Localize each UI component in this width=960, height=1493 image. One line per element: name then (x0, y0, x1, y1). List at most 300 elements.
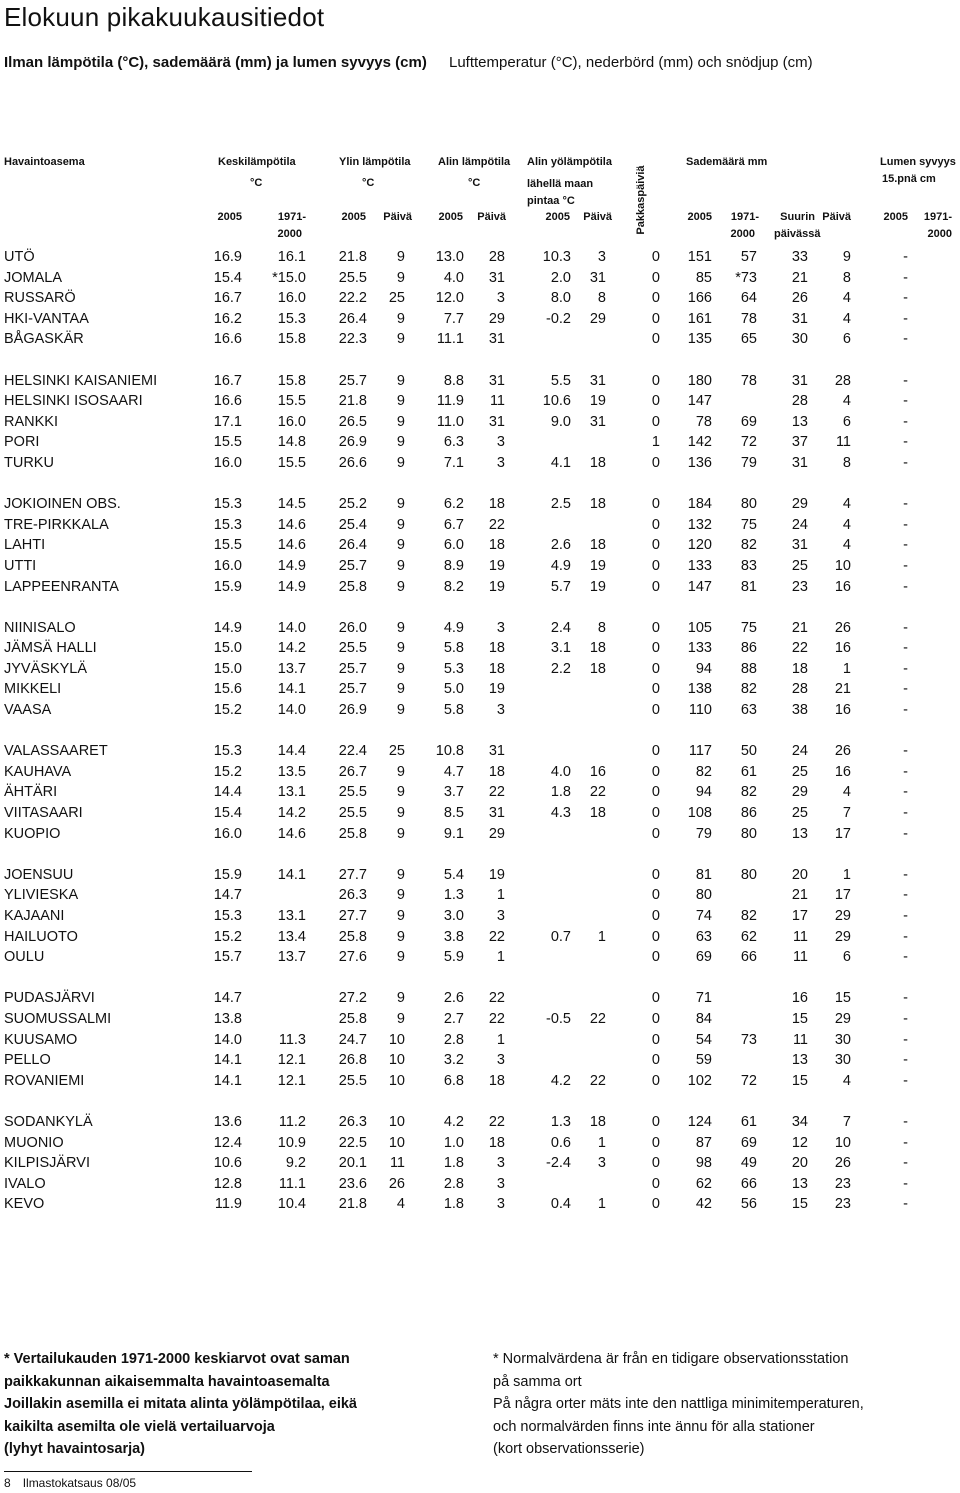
cell-min05: 6.2 (443, 496, 464, 513)
cell-p71: 69 (740, 1134, 757, 1151)
table-row (0, 1031, 960, 1052)
cell-m71: 10.9 (277, 1134, 306, 1151)
cell-s05: - (903, 681, 908, 698)
cell-m71: 14.8 (277, 434, 306, 451)
cell-mind: 3 (496, 1196, 505, 1213)
cell-min05: 11.9 (436, 393, 464, 410)
cell-pd: 23 (834, 1175, 851, 1192)
cell-frost: 0 (651, 1113, 660, 1130)
station-name: RUSSARÖ (4, 290, 76, 307)
station-name: PELLO (4, 1052, 51, 1069)
cell-min05: 5.4 (443, 866, 464, 883)
cell-p05: 166 (687, 290, 712, 307)
cell-pd: 11 (835, 434, 851, 451)
cell-gmin05: -2.4 (546, 1155, 571, 1172)
station-name: MIKKELI (4, 681, 62, 698)
cell-m71: 14.6 (277, 825, 306, 842)
cell-gmind: 19 (589, 578, 606, 595)
cell-p05: 142 (687, 434, 712, 451)
cell-pd: 7 (842, 805, 851, 822)
cell-m71: 13.7 (277, 660, 306, 677)
cell-gmin05: 4.1 (550, 454, 571, 471)
cell-m71: *15.0 (272, 269, 306, 286)
cell-min05: 12.0 (435, 290, 464, 307)
cell-pmax: 15 (791, 1010, 808, 1027)
cell-p71: 61 (740, 763, 757, 780)
cell-gmin05: 10.6 (542, 393, 571, 410)
cell-pd: 26 (834, 743, 851, 760)
cell-pmax: 34 (791, 1113, 808, 1130)
cell-gmind: 1 (597, 1196, 606, 1213)
unit-max: °C (362, 177, 375, 189)
cell-pd: 9 (842, 249, 851, 265)
cell-max05: 26.3 (338, 1113, 367, 1130)
header-station: Havaintoasema (4, 156, 85, 168)
cell-pmax: 13 (791, 825, 808, 842)
cell-maxd: 25 (388, 290, 405, 307)
station-name: KUOPIO (4, 825, 61, 842)
cell-p71: 79 (740, 454, 757, 471)
cell-p05: 80 (695, 887, 712, 904)
cell-pd: 16 (834, 763, 851, 780)
station-name: JOENSUU (4, 866, 74, 883)
cell-m05: 14.7 (213, 887, 242, 904)
cell-frost: 0 (651, 949, 660, 966)
cell-frost: 0 (651, 908, 660, 924)
cell-p71: 72 (740, 434, 757, 451)
cell-pd: 28 (834, 372, 851, 389)
cell-mind: 3 (496, 290, 505, 307)
cell-max05: 26.4 (338, 537, 367, 554)
cell-p05: 184 (687, 496, 712, 513)
cell-pmax: 28 (791, 393, 808, 410)
station-name: IVALO (4, 1175, 46, 1192)
cell-maxd: 25 (388, 743, 405, 760)
cell-pmax: 22 (791, 640, 808, 657)
cell-m05: 16.2 (213, 310, 242, 327)
station-name: UTTI (4, 557, 37, 574)
station-name: HKI-VANTAA (4, 310, 89, 327)
cell-max05: 27.6 (338, 949, 367, 966)
cell-max05: 26.6 (338, 454, 367, 471)
cell-max05: 27.7 (338, 866, 367, 883)
cell-pd: 16 (834, 640, 851, 657)
cell-m71: 14.9 (277, 578, 306, 595)
cell-maxd: 4 (396, 1196, 405, 1213)
cell-mind: 19 (488, 681, 505, 698)
cell-m71: 13.1 (277, 784, 306, 801)
cell-pmax: 20 (791, 866, 808, 883)
cell-min05: 8.9 (443, 557, 464, 574)
cell-m71: 15.5 (277, 454, 306, 471)
table-row (0, 763, 960, 784)
cell-gmind: 22 (589, 1010, 606, 1027)
cell-max05: 25.5 (338, 805, 367, 822)
cell-gmin05: 0.6 (550, 1134, 571, 1151)
group-spacer (0, 351, 960, 372)
cell-min05: 3.0 (443, 908, 464, 924)
cell-pmax: 20 (791, 1155, 808, 1172)
station-name: NIINISALO (4, 619, 76, 636)
cell-max05: 22.5 (338, 1134, 367, 1151)
cell-m05: 15.2 (213, 702, 242, 719)
cell-maxd: 9 (396, 681, 405, 698)
cell-min05: 3.2 (443, 1052, 464, 1069)
cell-pmax: 28 (791, 681, 808, 698)
table-row (0, 1051, 960, 1072)
cell-max05: 25.8 (338, 928, 367, 945)
cell-frost: 0 (651, 702, 660, 719)
cell-min05: 11.1 (436, 331, 464, 348)
cell-pd: 30 (834, 1052, 851, 1069)
cell-s05: - (903, 496, 908, 513)
cell-mind: 31 (488, 743, 505, 760)
cell-p71: 72 (740, 1072, 757, 1089)
cell-m05: 16.6 (213, 331, 242, 348)
cell-p05: 151 (687, 249, 712, 265)
cell-gmin05: 2.6 (550, 537, 571, 554)
cell-max05: 20.1 (338, 1155, 367, 1172)
cell-s05: - (903, 1175, 908, 1192)
cell-gmin05: 0.7 (550, 928, 571, 945)
footnote-sv-line: (kort observationsserie) (493, 1441, 645, 1457)
cell-s05: - (903, 866, 908, 883)
cell-s05: - (903, 557, 908, 574)
cell-frost: 0 (651, 249, 660, 265)
cell-pd: 17 (834, 825, 851, 842)
cell-m05: 15.3 (213, 496, 242, 513)
cell-frost: 0 (651, 1010, 660, 1027)
publication-name: Ilmastokatsaus 08/05 (22, 1476, 137, 1490)
cell-max05: 25.2 (338, 496, 367, 513)
cell-pmax: 21 (791, 887, 808, 904)
group-spacer (0, 475, 960, 496)
header-ground-2005: 2005 (545, 211, 570, 223)
station-name: ROVANIEMI (4, 1072, 85, 1089)
cell-s05: - (903, 928, 908, 945)
cell-pd: 6 (842, 413, 851, 430)
header-max-2005: 2005 (341, 211, 366, 223)
header-min-day: Päivä (477, 211, 506, 223)
cell-m05: 15.4 (213, 805, 242, 822)
header-ground-surface: pintaa °C (527, 195, 575, 207)
cell-m71: 14.6 (277, 537, 306, 554)
station-name: RANKKI (4, 413, 58, 430)
cell-m05: 15.3 (213, 908, 242, 924)
header-precip-day: Päivä (822, 211, 851, 223)
cell-p05: 132 (687, 516, 712, 533)
cell-pmax: 21 (791, 269, 808, 286)
cell-mind: 22 (488, 1010, 505, 1027)
footnote-fi-line: * Vertailukauden 1971-2000 keskiarvot ovat saman (4, 1351, 350, 1367)
station-name: PORI (4, 434, 40, 451)
cell-s05: - (903, 949, 908, 966)
cell-m05: 15.0 (213, 660, 242, 677)
cell-maxd: 9 (396, 805, 405, 822)
cell-gmind: 18 (589, 1113, 606, 1130)
cell-m05: 16.0 (213, 454, 242, 471)
cell-p71: 78 (740, 310, 757, 327)
cell-gmin05: 3.1 (550, 640, 571, 657)
cell-p71: 75 (740, 516, 757, 533)
cell-maxd: 9 (396, 578, 405, 595)
cell-m71: 14.1 (277, 866, 306, 883)
cell-m71: 14.4 (277, 743, 306, 760)
station-table-body (0, 248, 960, 1216)
cell-s05: - (903, 805, 908, 822)
cell-m05: 14.1 (213, 1052, 242, 1069)
cell-m05: 10.6 (213, 1155, 242, 1172)
cell-min05: 6.0 (443, 537, 464, 554)
cell-pd: 10 (834, 1134, 851, 1151)
cell-s05: - (903, 784, 908, 801)
cell-s05: - (903, 1134, 908, 1151)
cell-m05: 15.2 (213, 928, 242, 945)
header-precip-1971: 1971- (730, 211, 759, 223)
cell-pmax: 13 (791, 1175, 808, 1192)
station-name: LAHTI (4, 537, 46, 554)
cell-m05: 15.6 (213, 681, 242, 698)
cell-maxd: 10 (388, 1072, 405, 1089)
cell-p71: 56 (740, 1196, 757, 1213)
station-name: PUDASJÄRVI (4, 990, 95, 1007)
cell-min05: 6.8 (443, 1072, 464, 1089)
cell-mind: 19 (488, 578, 505, 595)
station-name: JÄMSÄ HALLI (4, 640, 97, 657)
cell-min05: 5.8 (443, 702, 464, 719)
cell-max05: 25.7 (338, 557, 367, 574)
cell-pd: 4 (842, 290, 851, 307)
cell-m05: 16.9 (213, 249, 242, 265)
cell-p71: 65 (740, 331, 757, 348)
header-max-temp: Ylin lämpötila (339, 156, 411, 168)
cell-pmax: 26 (791, 290, 808, 307)
cell-maxd: 9 (396, 413, 405, 430)
table-row (0, 454, 960, 475)
cell-p71: 63 (740, 702, 757, 719)
cell-mind: 22 (488, 990, 505, 1007)
station-name: OULU (4, 949, 45, 966)
cell-m05: 14.4 (213, 784, 242, 801)
station-name: KAUHAVA (4, 763, 72, 780)
cell-max05: 21.8 (338, 249, 367, 265)
cell-min05: 2.8 (443, 1175, 464, 1192)
cell-pd: 8 (842, 454, 851, 471)
cell-max05: 26.5 (338, 413, 367, 430)
table-row (0, 1154, 960, 1175)
cell-gmin05: 1.8 (550, 784, 571, 801)
station-name: HAILUOTO (4, 928, 78, 945)
cell-s05: - (903, 290, 908, 307)
cell-p05: 120 (687, 537, 712, 554)
table-row (0, 866, 960, 887)
cell-mind: 22 (488, 1113, 505, 1130)
cell-gmin05: 10.3 (542, 249, 571, 265)
header-max-day: Päivä (383, 211, 412, 223)
cell-max05: 22.3 (338, 331, 367, 348)
station-name: YLIVIESKA (4, 887, 79, 904)
cell-m05: 15.2 (213, 763, 242, 780)
cell-p71: 62 (740, 928, 757, 945)
footnote-sv-line: På några orter mäts inte den nattliga minimitemperaturen, (493, 1396, 864, 1412)
cell-s05: - (903, 331, 908, 348)
cell-s05: - (903, 640, 908, 657)
cell-max05: 25.5 (338, 640, 367, 657)
cell-gmin05: 2.5 (550, 496, 571, 513)
cell-maxd: 9 (396, 619, 405, 636)
cell-m05: 15.9 (213, 866, 242, 883)
cell-maxd: 10 (388, 1031, 405, 1048)
cell-frost: 0 (651, 1031, 660, 1048)
cell-maxd: 9 (396, 269, 405, 286)
cell-max05: 25.7 (338, 681, 367, 698)
header-ground-min: Alin yölämpötila (527, 156, 612, 168)
cell-s05: - (903, 660, 908, 677)
cell-s05: - (903, 310, 908, 327)
cell-p71: 82 (740, 537, 757, 554)
cell-pd: 4 (842, 516, 851, 533)
cell-s05: - (903, 763, 908, 780)
cell-gmin05: 1.3 (550, 1113, 571, 1130)
station-name: LAPPEENRANTA (4, 578, 119, 595)
footnote-fi-line: paikkakunnan aikaisemmalta havaintoasemalta (4, 1373, 330, 1390)
cell-s05: - (903, 1113, 908, 1130)
cell-mind: 3 (496, 434, 505, 451)
cell-maxd: 9 (396, 537, 405, 554)
cell-p05: 98 (695, 1155, 712, 1172)
cell-pmax: 18 (791, 660, 808, 677)
cell-m71: 14.0 (277, 702, 306, 719)
cell-gmind: 19 (589, 393, 606, 410)
cell-p71: 69 (740, 413, 757, 430)
cell-frost: 0 (651, 660, 660, 677)
cell-p05: 69 (695, 949, 712, 966)
cell-mind: 1 (496, 949, 505, 966)
cell-min05: 5.0 (443, 681, 464, 698)
cell-pmax: 11 (792, 949, 808, 966)
cell-pmax: 37 (791, 434, 808, 451)
page-title: Elokuun pikakuukausitiedot (4, 2, 325, 32)
cell-p05: 110 (688, 702, 712, 719)
cell-m71: 13.5 (277, 763, 306, 780)
cell-maxd: 9 (396, 249, 405, 265)
cell-m05: 13.8 (213, 1010, 242, 1027)
table-row (0, 804, 960, 825)
cell-gmind: 18 (589, 805, 606, 822)
cell-pd: 1 (842, 866, 851, 883)
cell-pmax: 17 (791, 908, 808, 924)
cell-p71: 78 (740, 372, 757, 389)
cell-gmin05: 4.2 (550, 1072, 571, 1089)
table-row (0, 783, 960, 804)
cell-mind: 31 (488, 331, 505, 348)
cell-p71: 82 (740, 908, 757, 924)
header-precip-2005: 2005 (687, 211, 712, 223)
cell-p05: 180 (687, 372, 712, 389)
cell-maxd: 9 (396, 1010, 405, 1027)
table-row (0, 392, 960, 413)
cell-mind: 31 (488, 413, 505, 430)
station-name: MUONIO (4, 1134, 64, 1151)
cell-m05: 15.0 (213, 640, 242, 657)
header-mean-2005: 2005 (217, 211, 242, 223)
cell-pd: 29 (834, 908, 851, 924)
station-name: VALASSAARET (4, 743, 108, 760)
station-name: KAJAANI (4, 908, 65, 924)
cell-min05: 4.0 (443, 269, 464, 286)
table-row (0, 1113, 960, 1134)
cell-frost: 0 (651, 557, 660, 574)
cell-max05: 26.7 (338, 763, 367, 780)
table-row (0, 907, 960, 928)
cell-m05: 16.0 (213, 557, 242, 574)
cell-pmax: 25 (791, 763, 808, 780)
cell-p05: 62 (695, 1175, 712, 1192)
cell-m71: 13.4 (277, 928, 306, 945)
station-name: HELSINKI KAISANIEMI (4, 372, 158, 389)
cell-p71: 82 (740, 784, 757, 801)
cell-p05: 147 (687, 393, 712, 410)
cell-pmax: 13 (791, 413, 808, 430)
page-footer (4, 1476, 148, 1490)
header-min-temp: Alin lämpötila (438, 156, 511, 168)
cell-frost: 0 (651, 310, 660, 327)
cell-maxd: 9 (396, 887, 405, 904)
cell-max05: 24.7 (338, 1031, 367, 1048)
cell-mind: 3 (496, 454, 505, 471)
cell-maxd: 11 (389, 1155, 405, 1172)
cell-mind: 18 (488, 660, 505, 677)
table-row (0, 660, 960, 681)
cell-mind: 19 (488, 557, 505, 574)
cell-m71: 15.5 (277, 393, 306, 410)
cell-m05: 16.7 (213, 372, 242, 389)
header-snow-2005: 2005 (883, 211, 908, 223)
group-spacer (0, 1092, 960, 1113)
cell-min05: 9.1 (443, 825, 464, 842)
unit-mean: °C (250, 177, 263, 189)
cell-pmax: 11 (792, 928, 808, 945)
cell-pmax: 15 (791, 1196, 808, 1213)
station-name: KUUSAMO (4, 1031, 78, 1048)
cell-maxd: 9 (396, 928, 405, 945)
cell-s05: - (903, 269, 908, 286)
cell-mind: 3 (496, 619, 505, 636)
cell-frost: 0 (651, 887, 660, 904)
cell-max05: 26.4 (338, 310, 367, 327)
cell-p05: 147 (687, 578, 712, 595)
table-row (0, 516, 960, 537)
cell-min05: 2.7 (443, 1010, 464, 1027)
cell-min05: 5.3 (443, 660, 464, 677)
table-row (0, 413, 960, 434)
page-number: 8 (4, 1476, 11, 1490)
cell-p71: 61 (740, 1113, 757, 1130)
cell-p71: 50 (740, 743, 757, 760)
cell-m05: 15.5 (213, 537, 242, 554)
cell-m05: 14.0 (213, 1031, 242, 1048)
cell-p71: 80 (740, 825, 757, 842)
group-spacer (0, 598, 960, 619)
cell-frost: 0 (651, 1175, 660, 1192)
cell-m71: 14.9 (277, 557, 306, 574)
table-row (0, 680, 960, 701)
cell-min05: 1.0 (443, 1134, 464, 1151)
cell-min05: 10.8 (435, 743, 464, 760)
cell-max05: 25.4 (338, 516, 367, 533)
cell-mind: 3 (496, 1052, 505, 1069)
footnote-sv-line: och normalvärden finns inte ännu för alla stationer (493, 1418, 815, 1435)
